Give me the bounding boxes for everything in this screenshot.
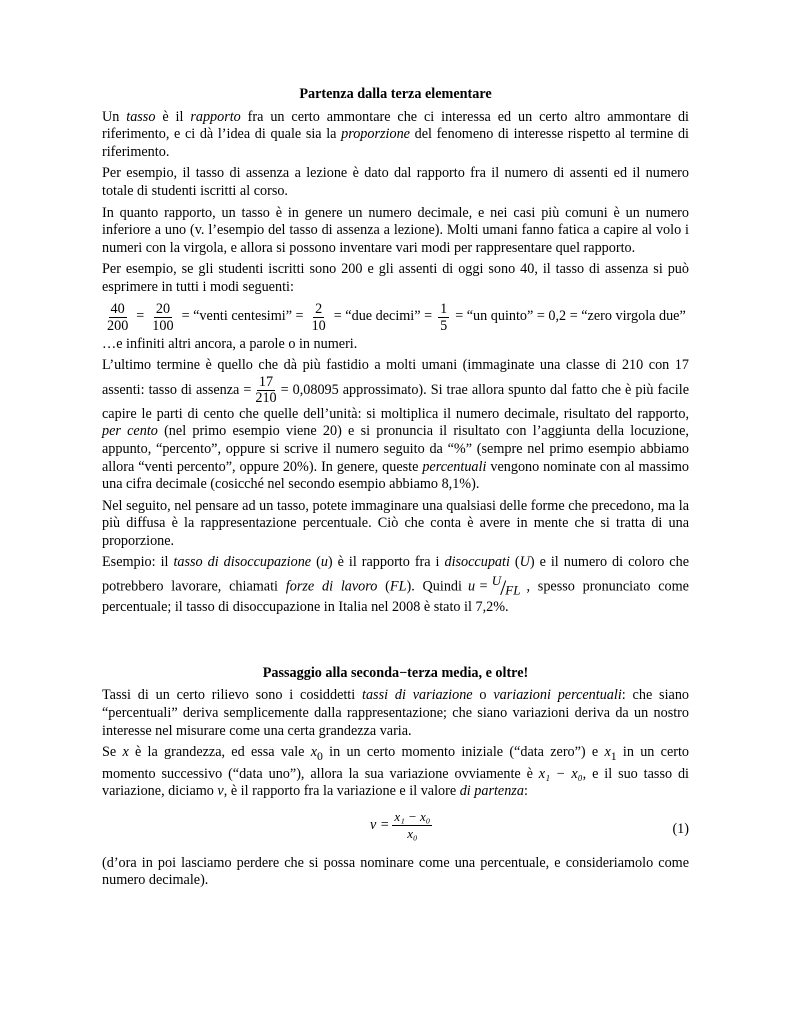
paragraph-decimal-number: In quanto rapporto, un tasso è in genere un numero decimale, e nei casi più comuni è un numero inferiore a uno (v. l’esempio del tasso di assenza a lezione). Molti umani fanno fatica a capire al volo i numeri con la virgola, e allora si possono inventare vari modi per rappresentare quel rapporto. bbox=[102, 204, 689, 256]
paragraph-example-absence: Per esempio, il tasso di assenza a lezione è dato dal rapporto fra il numero di assenti ed il numero totale di studenti iscritti al corso. bbox=[102, 165, 689, 199]
document-page bbox=[102, 86, 689, 894]
variation-formula-row bbox=[102, 805, 689, 853]
paragraph-definition: Un tasso è il rapporto fra un certo ammontare che ci interessa ed un certo altro ammontare di riferimento, e ci dà l’idea di quale sia la proporzione del fenomeno di interesse rispetto al termine di riferimento. bbox=[102, 108, 689, 160]
paragraph-variation-definition: Se x è la grandezza, ed essa vale $x_0$ in un certo momento iniziale (“data zero”) e $x_1$ in un certo momento successivo (“data uno”), allora la sua variazione ovviamente è x₁ − x₀, e il suo tasso di variazione, diciamo v, è il rapporto fra la variazione e il valore di partenza: bbox=[102, 744, 690, 800]
paragraph-percent: L’ultimo termine è quello che dà più fastidio a molti umani (immaginate una classe di 210 con 17 assenti: tasso di assenza = $\frac{17}{210}$ = 0,08095 approssimato). Si trae allora spunto dal fatto che è più facile capire le parti di cento che quelle dell’unità: si moltiplica il numero decimale, risultato del rapporto, per cento (nel primo esempio viene 20) e si pronuncia il risultato con l’aggiunta della locuzione, appunto, “percento”, oppure si scrive il numero seguito da “%” (sempre nel primo esempio abbiamo allora “venti percento”, oppure 20%). In genere, queste percentuali vengono nominate con al massimo una cifra decimale (cosicché nel secondo esempio abbiamo 8,1%). bbox=[102, 357, 689, 493]
unemployment-formula: $u = ^U/_{FL}$ bbox=[467, 573, 521, 600]
paragraph-decimal-note: (d’ora in poi lasciamo perdere che si possa nominare come una percentuale, e consideriamolo come numero decimale). bbox=[102, 854, 689, 889]
fraction-20-100: $\frac{20}{100}$ bbox=[152, 300, 174, 334]
fraction-17-210: $\frac{17}{210}$ bbox=[255, 373, 277, 406]
paragraph-proportion: Nel seguito, nel pensare ad un tasso, potete immaginare una qualsiasi delle forme che precedono, ma la più diffusa è la rappresentazione percentuale. Ciò che conta è avere in mente che si tratta di una proporzione. bbox=[102, 497, 689, 549]
variation-fraction: $\frac{\text{x₁ − x₀}}{\text{x₀}}$ bbox=[394, 808, 431, 841]
fraction-1-5: $\frac{1}{5}$ bbox=[440, 300, 448, 334]
section-title-1: Partenza dalla terza elementare bbox=[299, 86, 492, 102]
fraction-40-200: $\frac{40}{200}$ bbox=[107, 300, 129, 334]
paragraph-variation-rates: Tassi di un certo rilievo sono i cosiddetti tassi di variazione o variazioni percentuali: che siano “percentuali” deriva semplicemente dalla rappresentazione; che siano variazioni deriva da un nostro interesse nel misurare come una certa grandezza varia. bbox=[102, 687, 690, 739]
section-gap bbox=[102, 621, 689, 665]
variation-formula: v = $\frac{\text{x₁ − x₀}}{\text{x₀}}$ bbox=[370, 808, 431, 841]
fraction-2-10: $\frac{2}{10}$ bbox=[311, 300, 326, 334]
paragraph-example-200: Per esempio, se gli studenti iscritti sono 200 e gli assenti di oggi sono 40, il tasso di assenza si può esprimere in tutti i modi seguenti: bbox=[102, 261, 689, 295]
equation-forms: $\frac{40}{200}$ = $\frac{20}{100}$ = “venti centesimi” = $\frac{2}{10}$ = “due decimi” = $\frac{1}{5}$ = “un quinto” = 0,2 = “zero virgola due” bbox=[107, 300, 686, 334]
section-title-2: Passaggio alla seconda−terza media, e oltre! bbox=[262, 664, 529, 681]
equation-number: (1) bbox=[672, 820, 689, 837]
paragraph-unemployment: Esempio: il tasso di disoccupazione (u) è il rapporto fra i disoccupati (U) e il numero di coloro che potrebbero lavorare, chiamati forze di lavoro (FL). Quindi $u = ^U/_{FL}$ , spesso pronunciato come percentuale; il tasso di disoccupazione in Italia nel 2008 è stato il 7,2%. bbox=[102, 554, 689, 616]
paragraph-infinite: …e infiniti altri ancora, a parole o in numeri. bbox=[102, 335, 358, 352]
